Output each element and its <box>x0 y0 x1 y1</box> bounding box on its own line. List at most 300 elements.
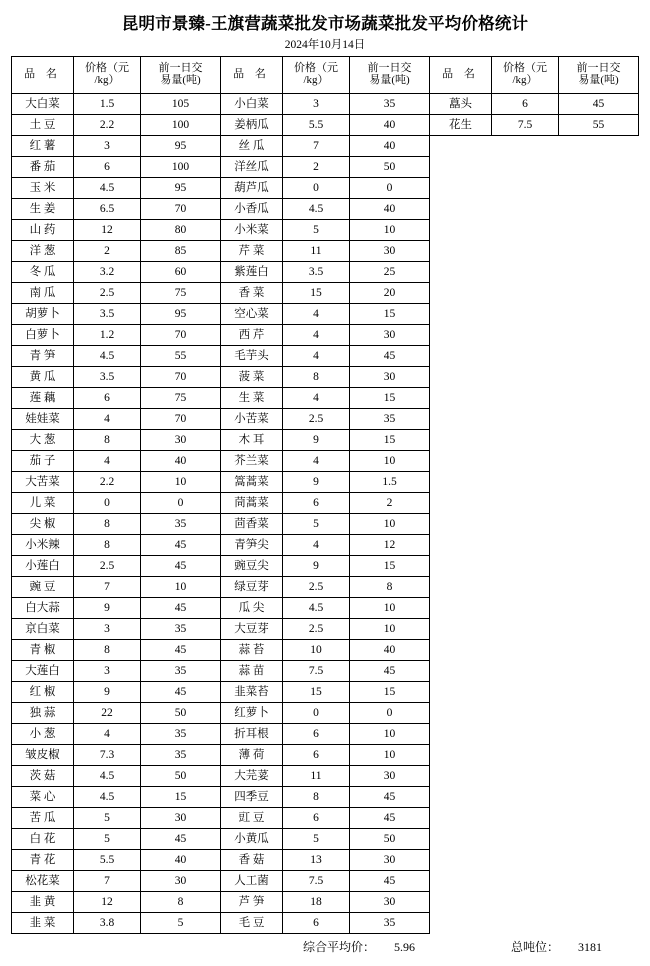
cell-volume: 45 <box>141 556 221 577</box>
cell-volume: 55 <box>559 115 639 136</box>
cell-volume: 40 <box>141 451 221 472</box>
cell-product-name: 芹 菜 <box>221 241 283 262</box>
cell-empty <box>430 367 492 388</box>
cell-empty <box>559 262 639 283</box>
table-row <box>12 766 639 787</box>
cell-product-name: 篙蒿菜 <box>221 472 283 493</box>
cell-volume: 45 <box>141 829 221 850</box>
column-header-volume-2 <box>350 57 430 94</box>
cell-empty <box>492 556 559 577</box>
cell-empty <box>559 409 639 430</box>
cell-product-name: 蒜 苔 <box>221 640 283 661</box>
cell-empty <box>559 619 639 640</box>
cell-empty <box>559 430 639 451</box>
cell-product-name: 黄 瓜 <box>12 367 74 388</box>
cell-volume: 55 <box>141 346 221 367</box>
table-row <box>12 682 639 703</box>
cell-price: 2 <box>283 157 350 178</box>
cell-product-name: 胡萝卜 <box>12 304 74 325</box>
column-header-price-3 <box>492 57 559 94</box>
cell-volume: 70 <box>141 367 221 388</box>
cell-volume: 35 <box>350 913 430 934</box>
cell-empty <box>559 850 639 871</box>
cell-empty <box>492 682 559 703</box>
cell-empty <box>430 241 492 262</box>
cell-volume: 30 <box>350 892 430 913</box>
cell-price: 4 <box>74 451 141 472</box>
cell-price: 7.5 <box>283 871 350 892</box>
cell-volume: 95 <box>141 304 221 325</box>
cell-empty <box>430 283 492 304</box>
table-row <box>12 640 639 661</box>
table-row <box>12 304 639 325</box>
cell-price: 0 <box>74 493 141 514</box>
cell-volume: 15 <box>350 430 430 451</box>
cell-price: 2.5 <box>74 556 141 577</box>
cell-empty <box>559 136 639 157</box>
cell-product-name: 豌豆尖 <box>221 556 283 577</box>
cell-price: 13 <box>283 850 350 871</box>
cell-price: 10 <box>283 640 350 661</box>
column-header-name-1: 品 名 <box>12 57 74 94</box>
cell-price: 9 <box>283 430 350 451</box>
cell-product-name: 小 葱 <box>12 724 74 745</box>
cell-price: 4.5 <box>74 178 141 199</box>
cell-empty <box>492 724 559 745</box>
column-header-name-2: 品 名 <box>221 57 283 94</box>
cell-price: 3.5 <box>74 304 141 325</box>
cell-empty <box>492 892 559 913</box>
cell-empty <box>559 724 639 745</box>
table-row <box>12 388 639 409</box>
cell-empty <box>559 493 639 514</box>
cell-volume: 45 <box>350 346 430 367</box>
cell-empty <box>492 346 559 367</box>
cell-product-name: 大苦菜 <box>12 472 74 493</box>
cell-empty <box>430 346 492 367</box>
price-header-line1: 价格（元 <box>85 62 129 75</box>
table-row <box>12 283 639 304</box>
cell-volume: 100 <box>141 157 221 178</box>
cell-product-name: 山 药 <box>12 220 74 241</box>
cell-price: 8 <box>74 640 141 661</box>
cell-volume: 40 <box>141 850 221 871</box>
cell-price: 2.5 <box>74 283 141 304</box>
cell-price: 6 <box>74 157 141 178</box>
cell-volume: 30 <box>350 367 430 388</box>
cell-volume: 70 <box>141 325 221 346</box>
cell-product-name: 小米辣 <box>12 535 74 556</box>
cell-volume: 1.5 <box>350 472 430 493</box>
cell-volume: 95 <box>141 178 221 199</box>
cell-empty <box>492 157 559 178</box>
cell-volume: 85 <box>141 241 221 262</box>
cell-empty <box>430 304 492 325</box>
cell-product-name: 生 菜 <box>221 388 283 409</box>
cell-price: 5 <box>283 220 350 241</box>
cell-product-name: 西 芹 <box>221 325 283 346</box>
cell-empty <box>492 703 559 724</box>
cell-empty <box>492 472 559 493</box>
cell-price: 6 <box>283 745 350 766</box>
cell-empty <box>559 304 639 325</box>
cell-price: 11 <box>283 766 350 787</box>
cell-empty <box>430 787 492 808</box>
cell-empty <box>559 577 639 598</box>
table-row <box>12 808 639 829</box>
cell-price: 4 <box>283 535 350 556</box>
cell-empty <box>492 262 559 283</box>
cell-product-name: 茼蒿菜 <box>221 493 283 514</box>
table-row <box>12 346 639 367</box>
cell-product-name: 大芫荽 <box>221 766 283 787</box>
cell-empty <box>430 325 492 346</box>
cell-product-name: 人工菌 <box>221 871 283 892</box>
table-row <box>12 115 639 136</box>
cell-empty <box>430 430 492 451</box>
cell-product-name: 藠头 <box>430 94 492 115</box>
cell-price: 4 <box>74 409 141 430</box>
table-row <box>12 367 639 388</box>
cell-product-name: 玉 米 <box>12 178 74 199</box>
cell-empty <box>430 535 492 556</box>
cell-product-name: 木 耳 <box>221 430 283 451</box>
cell-price: 9 <box>283 472 350 493</box>
cell-volume: 40 <box>350 199 430 220</box>
cell-price: 3.2 <box>74 262 141 283</box>
cell-volume: 80 <box>141 220 221 241</box>
cell-price: 7.5 <box>283 661 350 682</box>
cell-product-name: 大豆芽 <box>221 619 283 640</box>
cell-empty <box>492 619 559 640</box>
cell-volume: 15 <box>141 787 221 808</box>
cell-price: 4 <box>283 451 350 472</box>
cell-volume: 15 <box>350 304 430 325</box>
cell-product-name: 白 花 <box>12 829 74 850</box>
cell-product-name: 皱皮椒 <box>12 745 74 766</box>
table-row <box>12 199 639 220</box>
cell-empty <box>492 535 559 556</box>
cell-price: 6 <box>283 913 350 934</box>
cell-volume: 75 <box>141 283 221 304</box>
cell-product-name: 青 花 <box>12 850 74 871</box>
cell-product-name: 小白菜 <box>221 94 283 115</box>
cell-product-name: 芥兰菜 <box>221 451 283 472</box>
cell-empty <box>430 220 492 241</box>
report-date: 2024年10月14日 <box>284 39 366 51</box>
cell-volume: 0 <box>350 178 430 199</box>
cell-product-name: 菜 心 <box>12 787 74 808</box>
cell-empty <box>430 829 492 850</box>
table-row <box>12 724 639 745</box>
cell-empty <box>559 703 639 724</box>
cell-empty <box>559 598 639 619</box>
cell-price: 4 <box>283 304 350 325</box>
cell-empty <box>559 472 639 493</box>
average-price-label: 综合平均价： <box>303 940 376 954</box>
cell-volume: 10 <box>350 724 430 745</box>
cell-empty <box>430 556 492 577</box>
cell-empty <box>559 514 639 535</box>
table-row <box>12 178 639 199</box>
cell-volume: 30 <box>350 766 430 787</box>
cell-price: 5.5 <box>283 115 350 136</box>
cell-volume: 20 <box>350 283 430 304</box>
cell-empty <box>492 241 559 262</box>
cell-price: 3.5 <box>74 367 141 388</box>
cell-price: 3 <box>74 136 141 157</box>
price-table <box>11 56 639 934</box>
price-header-line2: /kg） <box>512 74 538 86</box>
cell-product-name: 京白菜 <box>12 619 74 640</box>
cell-empty <box>492 808 559 829</box>
table-row <box>12 493 639 514</box>
cell-volume: 10 <box>141 472 221 493</box>
cell-volume: 100 <box>141 115 221 136</box>
price-header-line2: /kg） <box>94 74 120 86</box>
cell-product-name: 土 豆 <box>12 115 74 136</box>
cell-volume: 70 <box>141 199 221 220</box>
cell-price: 2.5 <box>283 409 350 430</box>
cell-volume: 45 <box>141 640 221 661</box>
cell-volume: 45 <box>350 787 430 808</box>
cell-product-name: 白萝卜 <box>12 325 74 346</box>
page-title: 昆明市景臻-王旗营蔬菜批发市场蔬菜批发平均价格统计 <box>121 14 529 33</box>
cell-empty <box>492 178 559 199</box>
cell-volume: 105 <box>141 94 221 115</box>
cell-product-name: 洋 葱 <box>12 241 74 262</box>
cell-price: 8 <box>283 787 350 808</box>
cell-price: 15 <box>283 283 350 304</box>
cell-empty <box>492 493 559 514</box>
cell-volume: 50 <box>350 829 430 850</box>
cell-product-name: 红 椒 <box>12 682 74 703</box>
cell-product-name: 韭 菜 <box>12 913 74 934</box>
column-header-volume-3 <box>559 57 639 94</box>
cell-price: 4 <box>283 346 350 367</box>
total-tonnage-label: 总吨位： <box>511 940 560 954</box>
cell-volume: 70 <box>141 409 221 430</box>
cell-empty <box>492 829 559 850</box>
cell-product-name: 生 姜 <box>12 199 74 220</box>
cell-product-name: 豇 豆 <box>221 808 283 829</box>
cell-price: 3 <box>74 619 141 640</box>
price-header-line1: 价格（元 <box>294 62 338 75</box>
cell-volume: 95 <box>141 136 221 157</box>
cell-price: 6.5 <box>74 199 141 220</box>
cell-price: 3 <box>283 94 350 115</box>
table-row <box>12 325 639 346</box>
cell-price: 3 <box>74 661 141 682</box>
cell-empty <box>492 598 559 619</box>
cell-price: 15 <box>283 682 350 703</box>
price-header-line2: /kg） <box>303 74 329 86</box>
table-row <box>12 577 639 598</box>
cell-price: 4.5 <box>74 346 141 367</box>
cell-price: 6 <box>283 724 350 745</box>
cell-product-name: 茴香菜 <box>221 514 283 535</box>
cell-empty <box>559 766 639 787</box>
table-head <box>12 57 639 94</box>
table-row <box>12 535 639 556</box>
cell-product-name: 蒜 苗 <box>221 661 283 682</box>
column-header-price-2 <box>283 57 350 94</box>
cell-price: 7 <box>283 136 350 157</box>
cell-volume: 0 <box>141 493 221 514</box>
cell-product-name: 南 瓜 <box>12 283 74 304</box>
cell-empty <box>559 241 639 262</box>
cell-price: 7.5 <box>492 115 559 136</box>
cell-price: 8 <box>283 367 350 388</box>
cell-empty <box>492 850 559 871</box>
table-row <box>12 913 639 934</box>
table-row <box>12 514 639 535</box>
cell-volume: 45 <box>141 682 221 703</box>
cell-volume: 10 <box>350 598 430 619</box>
cell-product-name: 丝 瓜 <box>221 136 283 157</box>
cell-volume: 15 <box>350 388 430 409</box>
cell-empty <box>492 577 559 598</box>
cell-empty <box>430 892 492 913</box>
cell-volume: 15 <box>350 682 430 703</box>
cell-empty <box>559 367 639 388</box>
table-row <box>12 661 639 682</box>
cell-price: 4.5 <box>74 787 141 808</box>
table-row <box>12 850 639 871</box>
cell-product-name: 青 椒 <box>12 640 74 661</box>
cell-empty <box>559 157 639 178</box>
volume-header-line1: 前一日交 <box>576 62 621 75</box>
cell-product-name: 青 笋 <box>12 346 74 367</box>
volume-header-line2: 易量(吨) <box>369 74 410 86</box>
cell-price: 1.5 <box>74 94 141 115</box>
cell-empty <box>559 535 639 556</box>
table-row <box>12 94 639 115</box>
cell-product-name: 番 茄 <box>12 157 74 178</box>
cell-empty <box>492 661 559 682</box>
cell-product-name: 青笋尖 <box>221 535 283 556</box>
cell-product-name: 空心菜 <box>221 304 283 325</box>
table-row <box>12 262 639 283</box>
cell-empty <box>430 598 492 619</box>
cell-empty <box>559 346 639 367</box>
cell-volume: 45 <box>141 535 221 556</box>
cell-empty <box>559 892 639 913</box>
cell-volume: 50 <box>141 766 221 787</box>
cell-volume: 35 <box>141 724 221 745</box>
cell-price: 5 <box>283 514 350 535</box>
cell-volume: 40 <box>350 136 430 157</box>
cell-empty <box>559 682 639 703</box>
cell-price: 6 <box>492 94 559 115</box>
cell-empty <box>430 472 492 493</box>
cell-price: 5.5 <box>74 850 141 871</box>
cell-empty <box>430 451 492 472</box>
cell-volume: 30 <box>141 430 221 451</box>
cell-volume: 30 <box>350 850 430 871</box>
table-row <box>12 745 639 766</box>
cell-volume: 50 <box>141 703 221 724</box>
cell-volume: 45 <box>350 808 430 829</box>
cell-product-name: 毛 豆 <box>221 913 283 934</box>
cell-price: 22 <box>74 703 141 724</box>
cell-empty <box>559 808 639 829</box>
cell-volume: 40 <box>350 640 430 661</box>
table-row <box>12 241 639 262</box>
cell-price: 4 <box>283 388 350 409</box>
cell-empty <box>430 766 492 787</box>
cell-volume: 45 <box>350 661 430 682</box>
cell-price: 0 <box>283 178 350 199</box>
cell-price: 4.5 <box>283 598 350 619</box>
cell-product-name: 四季豆 <box>221 787 283 808</box>
cell-product-name: 豌 豆 <box>12 577 74 598</box>
cell-price: 8 <box>74 514 141 535</box>
average-price-summary <box>303 938 415 955</box>
cell-volume: 35 <box>350 409 430 430</box>
cell-empty <box>559 220 639 241</box>
cell-price: 8 <box>74 430 141 451</box>
cell-volume: 10 <box>350 451 430 472</box>
cell-price: 9 <box>74 598 141 619</box>
cell-product-name: 小苦菜 <box>221 409 283 430</box>
table-row <box>12 598 639 619</box>
cell-price: 1.2 <box>74 325 141 346</box>
table-row <box>12 892 639 913</box>
table-row <box>12 136 639 157</box>
volume-header-line1: 前一日交 <box>158 62 203 75</box>
cell-product-name: 大白菜 <box>12 94 74 115</box>
column-header-volume-1 <box>141 57 221 94</box>
cell-empty <box>430 262 492 283</box>
cell-price: 2.5 <box>283 619 350 640</box>
cell-empty <box>492 199 559 220</box>
cell-price: 2.5 <box>283 577 350 598</box>
cell-volume: 60 <box>141 262 221 283</box>
cell-volume: 45 <box>141 598 221 619</box>
cell-product-name: 韭 黄 <box>12 892 74 913</box>
cell-price: 2 <box>74 241 141 262</box>
cell-product-name: 小黄瓜 <box>221 829 283 850</box>
table-row <box>12 472 639 493</box>
cell-product-name: 瓜 尖 <box>221 598 283 619</box>
cell-price: 18 <box>283 892 350 913</box>
cell-volume: 35 <box>141 661 221 682</box>
cell-price: 6 <box>283 493 350 514</box>
cell-price: 5 <box>74 808 141 829</box>
total-tonnage-summary <box>511 938 602 955</box>
cell-empty <box>430 661 492 682</box>
cell-empty <box>430 619 492 640</box>
table-row <box>12 220 639 241</box>
cell-volume: 30 <box>141 871 221 892</box>
cell-volume: 30 <box>141 808 221 829</box>
cell-volume: 8 <box>350 577 430 598</box>
cell-empty <box>492 283 559 304</box>
cell-empty <box>430 493 492 514</box>
cell-empty <box>430 850 492 871</box>
cell-product-name: 茄 子 <box>12 451 74 472</box>
cell-empty <box>492 640 559 661</box>
cell-volume: 30 <box>350 241 430 262</box>
cell-product-name: 白大蒜 <box>12 598 74 619</box>
cell-empty <box>430 388 492 409</box>
cell-product-name: 菠 菜 <box>221 367 283 388</box>
cell-empty <box>492 871 559 892</box>
table-row <box>12 430 639 451</box>
cell-product-name: 苦 瓜 <box>12 808 74 829</box>
table-row <box>12 829 639 850</box>
